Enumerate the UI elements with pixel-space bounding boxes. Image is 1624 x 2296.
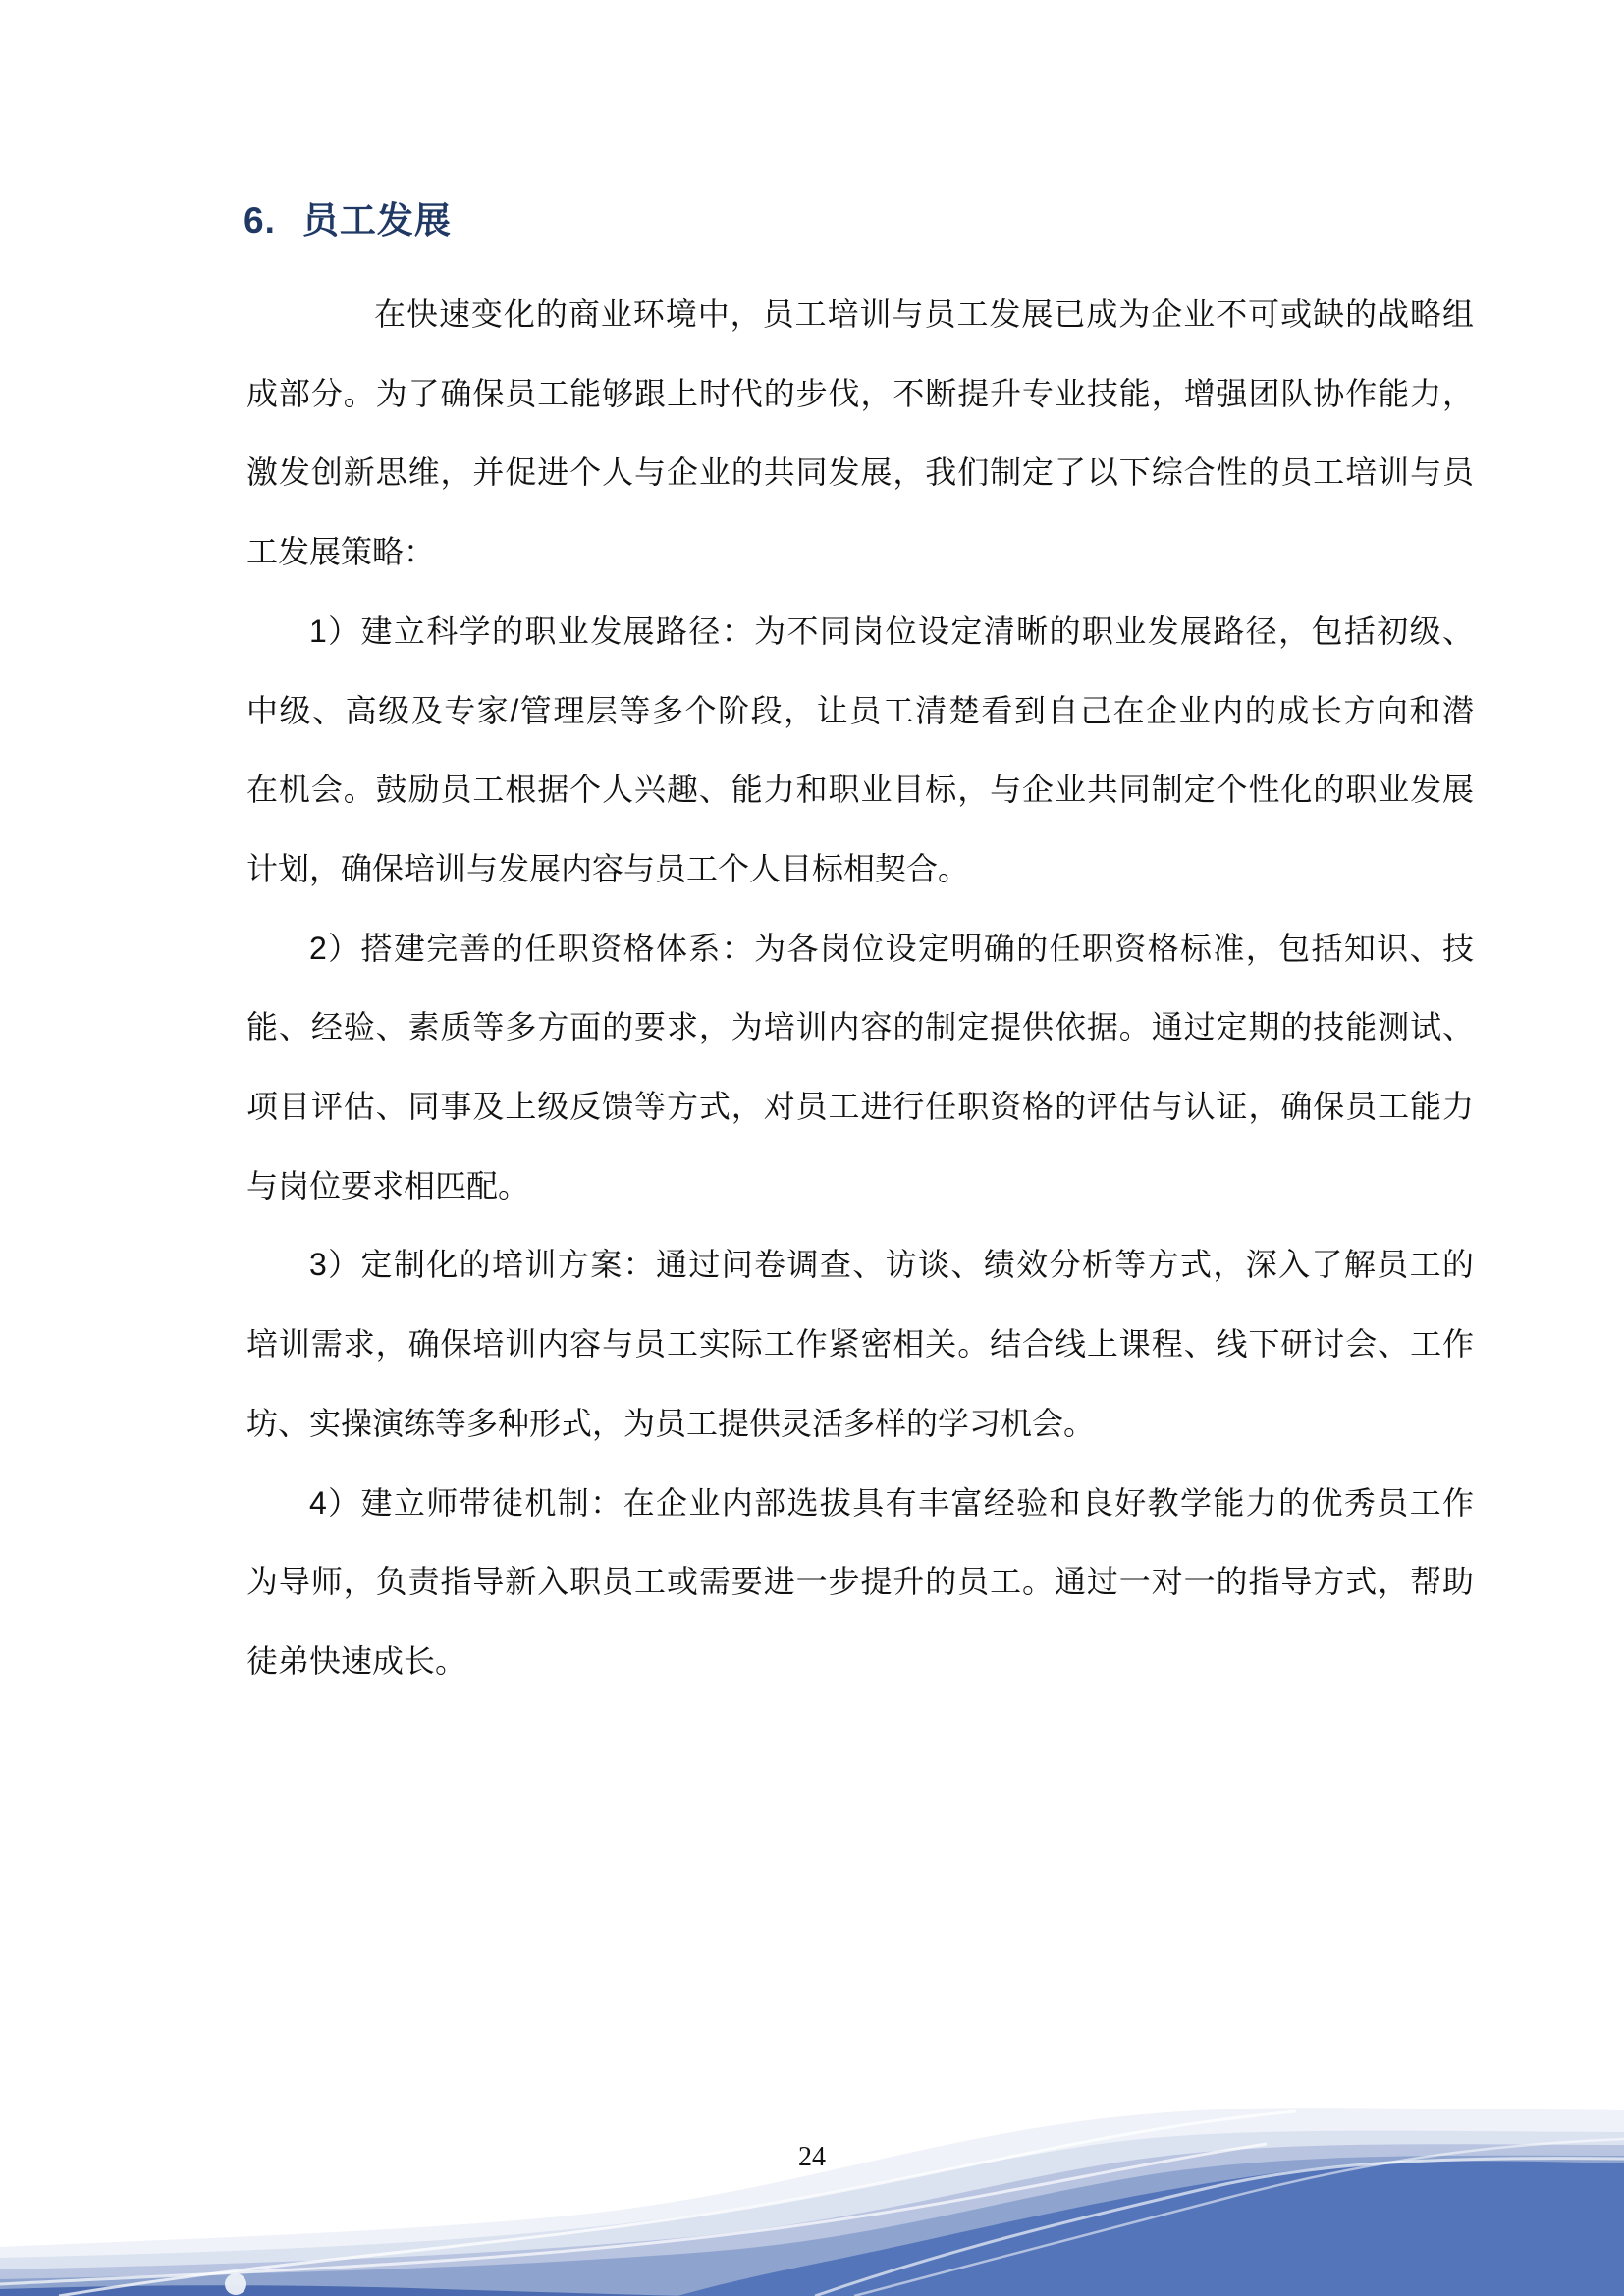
text-line: 中级、高级及专家/管理层等多个阶段，让员工清楚看到自己在企业内的成长方向和潜	[246, 692, 1474, 728]
text-line: 工发展策略：	[246, 534, 436, 570]
text-line: 培训需求，确保培训内容与员工实际工作紧密相关。结合线上课程、线下研讨会、工作	[246, 1326, 1474, 1362]
text-line: 徒弟快速成长。	[246, 1642, 467, 1679]
text-line: 3）定制化的培训方案：通过问卷调查、访谈、绩效分析等方式，深入了解员工的	[309, 1247, 1474, 1283]
text-line: 1）建立科学的职业发展路径：为不同岗位设定清晰的职业发展路径，包括初级、	[309, 613, 1474, 649]
page-number: 24	[798, 2142, 826, 2172]
wave-decoration	[0, 2051, 1624, 2296]
text-line: 2）搭建完善的任职资格体系：为各岗位设定明确的任职资格标准，包括知识、技	[309, 930, 1474, 966]
text-line: 项目评估、同事及上级反馈等方式，对员工进行任职资格的评估与认证，确保员工能力	[246, 1089, 1474, 1125]
text-line: 能、经验、素质等多方面的要求，为培训内容的制定提供依据。通过定期的技能测试、	[246, 1009, 1474, 1045]
text-line: 在机会。鼓励员工根据个人兴趣、能力和职业目标，与企业共同制定个性化的职业发展	[246, 772, 1474, 808]
heading-title: 员工发展	[301, 200, 452, 240]
paragraph	[246, 275, 1474, 592]
paragraph	[246, 1464, 1474, 1701]
highlight-dot	[225, 2273, 246, 2295]
text-line: 激发创新思维，并促进个人与企业的共同发展，我们制定了以下综合性的员工培训与员	[246, 454, 1474, 491]
text-line: 与岗位要求相匹配。	[246, 1167, 530, 1203]
body-paragraphs	[246, 275, 1474, 1701]
text-line: 成部分。为了确保员工能够跟上时代的步伐，不断提升专业技能，增强团队协作能力，	[246, 375, 1474, 411]
paragraph	[246, 1225, 1474, 1463]
paragraph	[246, 909, 1474, 1226]
text-line: 4）建立师带徒机制：在企业内部选拔具有丰富经验和良好教学能力的优秀员工作	[309, 1484, 1474, 1521]
text-line: 坊、实操演练等多种形式，为员工提供灵活多样的学习机会。	[246, 1405, 1096, 1441]
text-line: 计划，确保培训与发展内容与员工个人目标相契合。	[246, 850, 970, 886]
paragraph	[246, 592, 1474, 909]
text-line: 为导师，负责指导新入职员工或需要进一步提升的员工。通过一对一的指导方式，帮助	[246, 1564, 1474, 1600]
text-line: 在快速变化的商业环境中，员工培训与员工发展已成为企业不可或缺的战略组	[374, 296, 1474, 332]
section-heading	[244, 200, 452, 241]
heading-number: 6.	[244, 200, 276, 240]
